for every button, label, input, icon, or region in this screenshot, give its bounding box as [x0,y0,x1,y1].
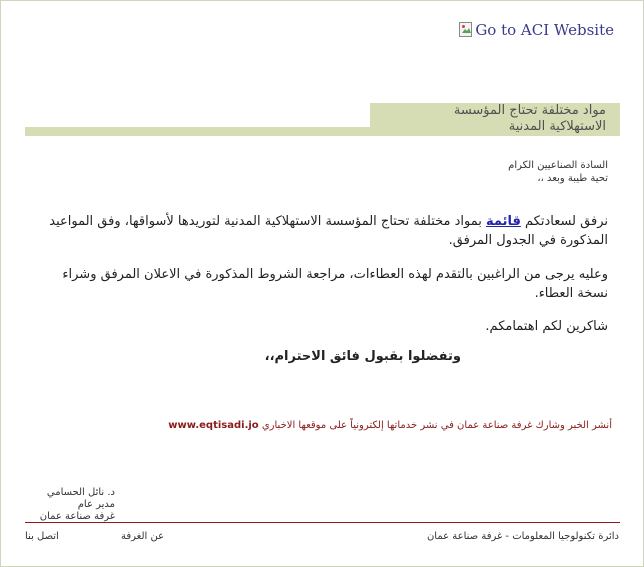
footer-about-link[interactable]: عن الغرفة [121,531,165,542]
list-link[interactable]: قائمة [485,214,521,229]
body-paragraph-1 [31,212,608,250]
signature-name: د. نائل الحسامي [46,487,115,498]
signature-role: مدير عام [77,499,115,510]
salutation-line-2: تحية طيبة وبعد ،، [537,173,608,184]
news-line [147,420,612,431]
signature [25,487,115,523]
salutation [308,159,608,185]
title-line-2: الاستهلاكية المدنية [508,119,606,134]
salutation-line-1: السادة الصناعيين الكرام [508,160,608,171]
news-text: أنشر الخبر وشارك غرفة صناعة عمان في نشر خدماتها إلكترونياً على موقعها الاخباري [258,420,612,431]
news-site-link[interactable]: www.eqtisadi.jo [168,420,259,431]
footer-divider [25,522,620,523]
footer-contact-link[interactable]: اتصل بنا [25,531,59,542]
logo-alt-text: Go to ACI Website [475,21,614,39]
footer-department: دائرة تكنولوجيا المعلومات - غرفة صناعة عمان [426,531,619,542]
title-line-1: مواد مختلفة تحتاج المؤسسة [453,103,606,118]
page-title [366,103,606,135]
p1-after: بمواد مختلفة تحتاج المؤسسة الاستهلاكية المدنية لتوريدها لأسواقها، وفق المواعيد المذكورة في الجدول المرفق. [49,214,608,248]
signature-org: غرفة صناعة عمان [39,511,115,522]
p1-before: نرفق لسعادتكم [520,214,608,229]
broken-image-icon [459,22,473,38]
closing-line: وتفضلوا بقبول فائق الاحترام،، [264,349,461,364]
title-bar [25,103,620,136]
body-paragraph-2: وعليه يرجى من الراغبين بالتقدم لهذه العطاءات، مراجعة الشروط المذكورة في الاعلان المرفق وشراء نسخة العطاء. [62,267,608,301]
aci-website-link[interactable] [459,21,614,39]
body-paragraph-3: شاكرين لكم اهتمامكم. [485,319,608,334]
